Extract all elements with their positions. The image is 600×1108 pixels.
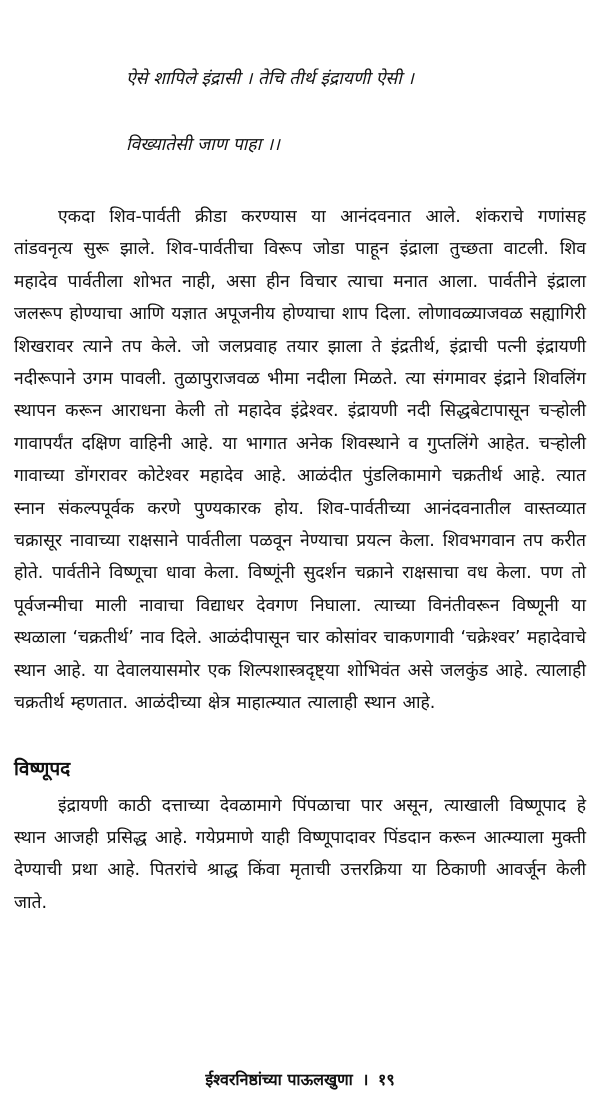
- body-paragraph: एकदा शिव-पार्वती क्रीडा करण्यास या आनंदवनात आले. शंकराचे गणांसह तांडवनृत्य सुरू झाले. शिव-पार्वतीचा विरूप जोडा पाहून इंद्राला तुच्छता वाटली. शिव महादेव पार्वतीला शोभत नाही, असा हीन विचार त्याचा मनात आला. पार्वतीने इंद्राला जलरूप होण्याचा आणि यज्ञात अपूजनीय होण्याचा शाप दिला. लोणावळ्याजवळ सह्यागिरी शिखरावर त्याने तप केले. जो जलप्रवाह तयार झाला ते इंद्रतीर्थ, इंद्राची पत्नी इंद्रायणी नदीरूपाने उगम पावली. तुळापुराजवळ भीमा नदीला मिळते. त्या संगमावर इंद्राने शिवलिंग स्थापन करून आराधना केली तो महादेव इंद्रेश्वर. इंद्रायणी नदी सिद्धबेटापासून चऱ्होली गावापर्यंत दक्षिण वाहिनी आहे. या भागात अनेक शिवस्थाने व गुप्तलिंगे आहेत. चऱ्होली गावाच्या डोंगरावर कोटेश्वर महादेव आहे. आळंदीत पुंडलिकामागे चक्रतीर्थ आहे. त्यात स्नान संकल्पपूर्वक करणे पुण्यकारक होय. शिव-पार्वतीच्या आनंदवनातील वास्तव्यात चक्रासूर नावाच्या राक्षसाने पार्वतीला पळवून नेण्याचा प्रयत्न केला. शिवभगवान तप करीत होते. पार्वतीने विष्णूचा धावा केला. विष्णूंनी सुदर्शन चक्राने राक्षसाचा वध केला. पण तो पूर्वजन्मीचा माली नावाचा विद्याधर देवगण निघाला. त्याच्या विनंतीवरून विष्णूनी या स्थळाला ‘चक्रतीर्थ’ नाव दिले. आळंदीपासून चार कोसांवर चाकणगावी ‘चक्रेश्वर’ महादेवाचे स्थान आहे. या देवालयासमोर एक शिल्पशास्त्रदृष्ट्या शोभिवंत असे जलकुंड आहे. त्यालाही चक्रतीर्थ म्हणतात. आळंदीच्या क्षेत्र माहात्म्यात त्यालाही स्थान आहे.: [14, 207, 586, 714]
- page-number: १९: [378, 1070, 395, 1089]
- footer-book-title: ईश्वरनिष्ठांच्या पाऊलखुणा: [205, 1070, 353, 1089]
- footer-separator: ।: [362, 1070, 369, 1089]
- verse-line-1: ऐसे शापिले इंद्रासी । तेचि तीर्थ इंद्रायणी ऐसी ।: [126, 69, 414, 89]
- section-paragraph: इंद्रायणी काठी दत्ताच्या देवळामागे पिंपळाचा पार असून, त्याखाली विष्णूपाद हे स्थान आजही प्रसिद्ध आहे. गयेप्रमाणे याही विष्णूपादावर पिंडदान करून आत्म्याला मुक्ती देण्याची प्रथा आहे. पितरांचे श्राद्ध किंवा मृताची उत्तरक्रिया या ठिकाणी आवर्जून केली जाते.: [14, 795, 586, 913]
- section-heading: विष्णूपद: [14, 757, 71, 780]
- verse-line-2: विख्यातेसी जाण पाहा ।।: [126, 135, 280, 155]
- verse-block: [126, 30, 586, 195]
- page-footer: [0, 1068, 600, 1092]
